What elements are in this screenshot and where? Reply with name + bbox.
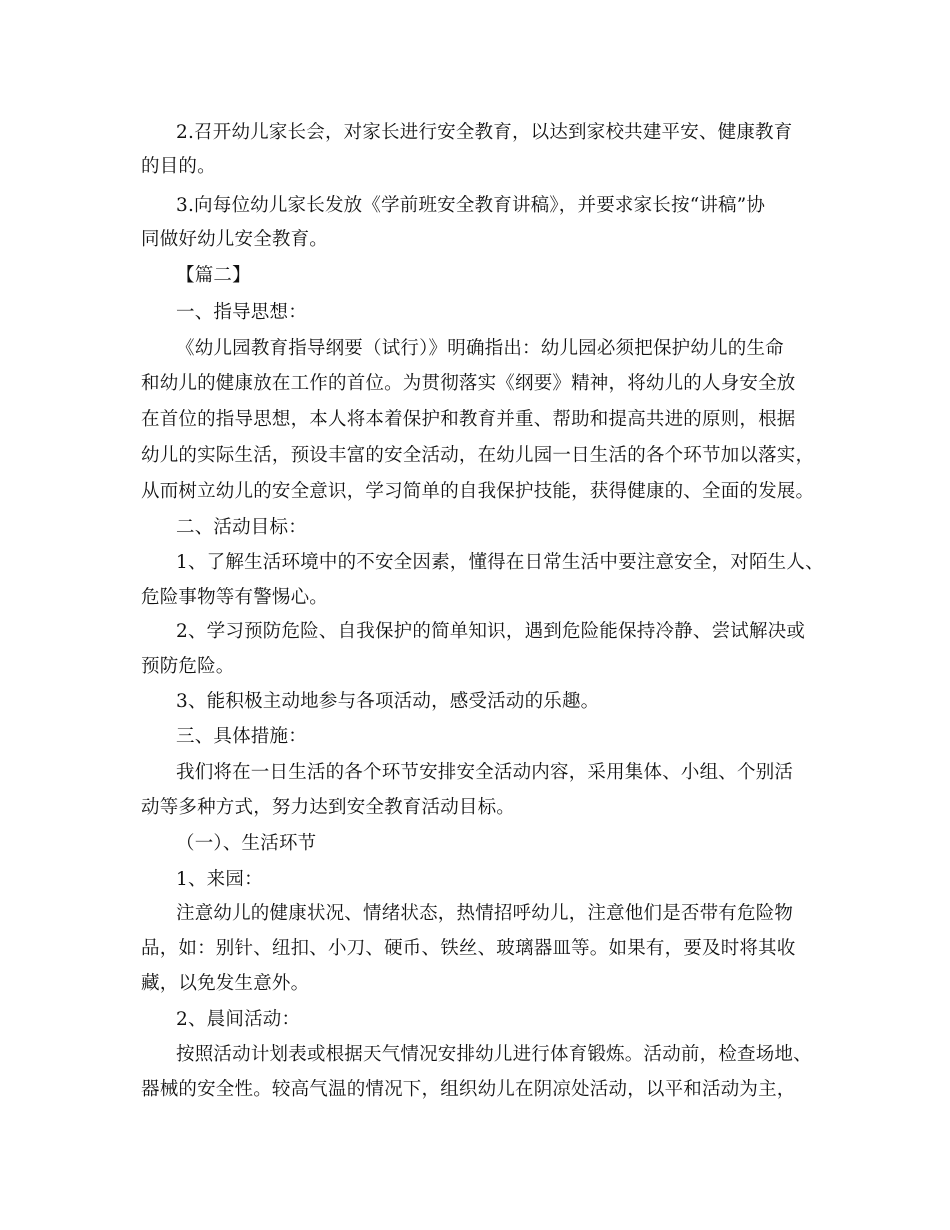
text-line: 按照活动计划表或根据天气情况安排幼儿进行体育锻炼。活动前，检查场地、 [176,1044,812,1065]
text-line: 幼儿的实际生活，预设丰富的安全活动，在幼儿园一日生活的各个环节加以落实， [141,445,815,466]
text-line: 3、能积极主动地参与各项活动，感受活动的乐趣。 [176,691,600,712]
text-line: 2.召开幼儿家长会，对家长进行安全教育，以达到家校共建平安、健康教育 [176,122,793,143]
subheading: 一、指导思想： [176,302,307,323]
text-line: 从而树立幼儿的安全意识，学习简单的自我保护技能，获得健康的、全面的发展。 [141,481,815,502]
text-line: 的目的。 [141,156,216,177]
subheading: 三、具体措施： [176,726,307,747]
text-line: 3.向每位幼儿家长发放《学前班安全教育讲稿》，并要求家长按“讲稿”协 [176,195,766,216]
text-line: 我们将在一日生活的各个环节安排安全活动内容，采用集体、小组、个别活 [176,762,794,783]
subheading: 2、晨间活动： [176,1009,301,1030]
text-line: 藏，以免发生意外。 [141,973,310,994]
subheading: （一）、生活环节 [176,833,317,854]
text-line: 同做好幼儿安全教育。 [141,229,329,250]
text-line: 注意幼儿的健康状况、情绪状态，热情招呼幼儿，注意他们是否带有危险物 [176,903,794,924]
subheading: 1、来园： [176,869,263,890]
text-line: 1、了解生活环境中的不安全因素，懂得在日常生活中要注意安全，对陌生人、 [176,552,824,573]
text-line: 在首位的指导思想，本人将本着保护和教育并重、帮助和提高共进的原则，根据 [141,409,796,430]
text-line: 动等多种方式，努力达到安全教育活动目标。 [141,797,516,818]
subheading: 二、活动目标： [176,517,307,538]
text-line: 和幼儿的健康放在工作的首位。为贯彻落实《纲要》精神，将幼儿的人身安全放 [141,373,796,394]
text-line: 2、学习预防危险、自我保护的简单知识，遇到危险能保持冷静、尝试解决或 [176,621,806,642]
text-line: 器械的安全性。较高气温的情况下，组织幼儿在阴凉处活动，以平和活动为主， [141,1079,796,1100]
text-line: 危险事物等有警惕心。 [141,587,329,608]
text-line: 品，如：别针、纽扣、小刀、硬币、铁丝、玻璃器皿等。如果有，要及时将其收 [141,938,796,959]
text-line: 《幼儿园教育指导纲要（试行）》明确指出：幼儿园必须把保护幼儿的生命 [176,338,784,359]
text-line: 预防危险。 [141,656,235,677]
section-heading: 【篇二】 [176,265,251,286]
